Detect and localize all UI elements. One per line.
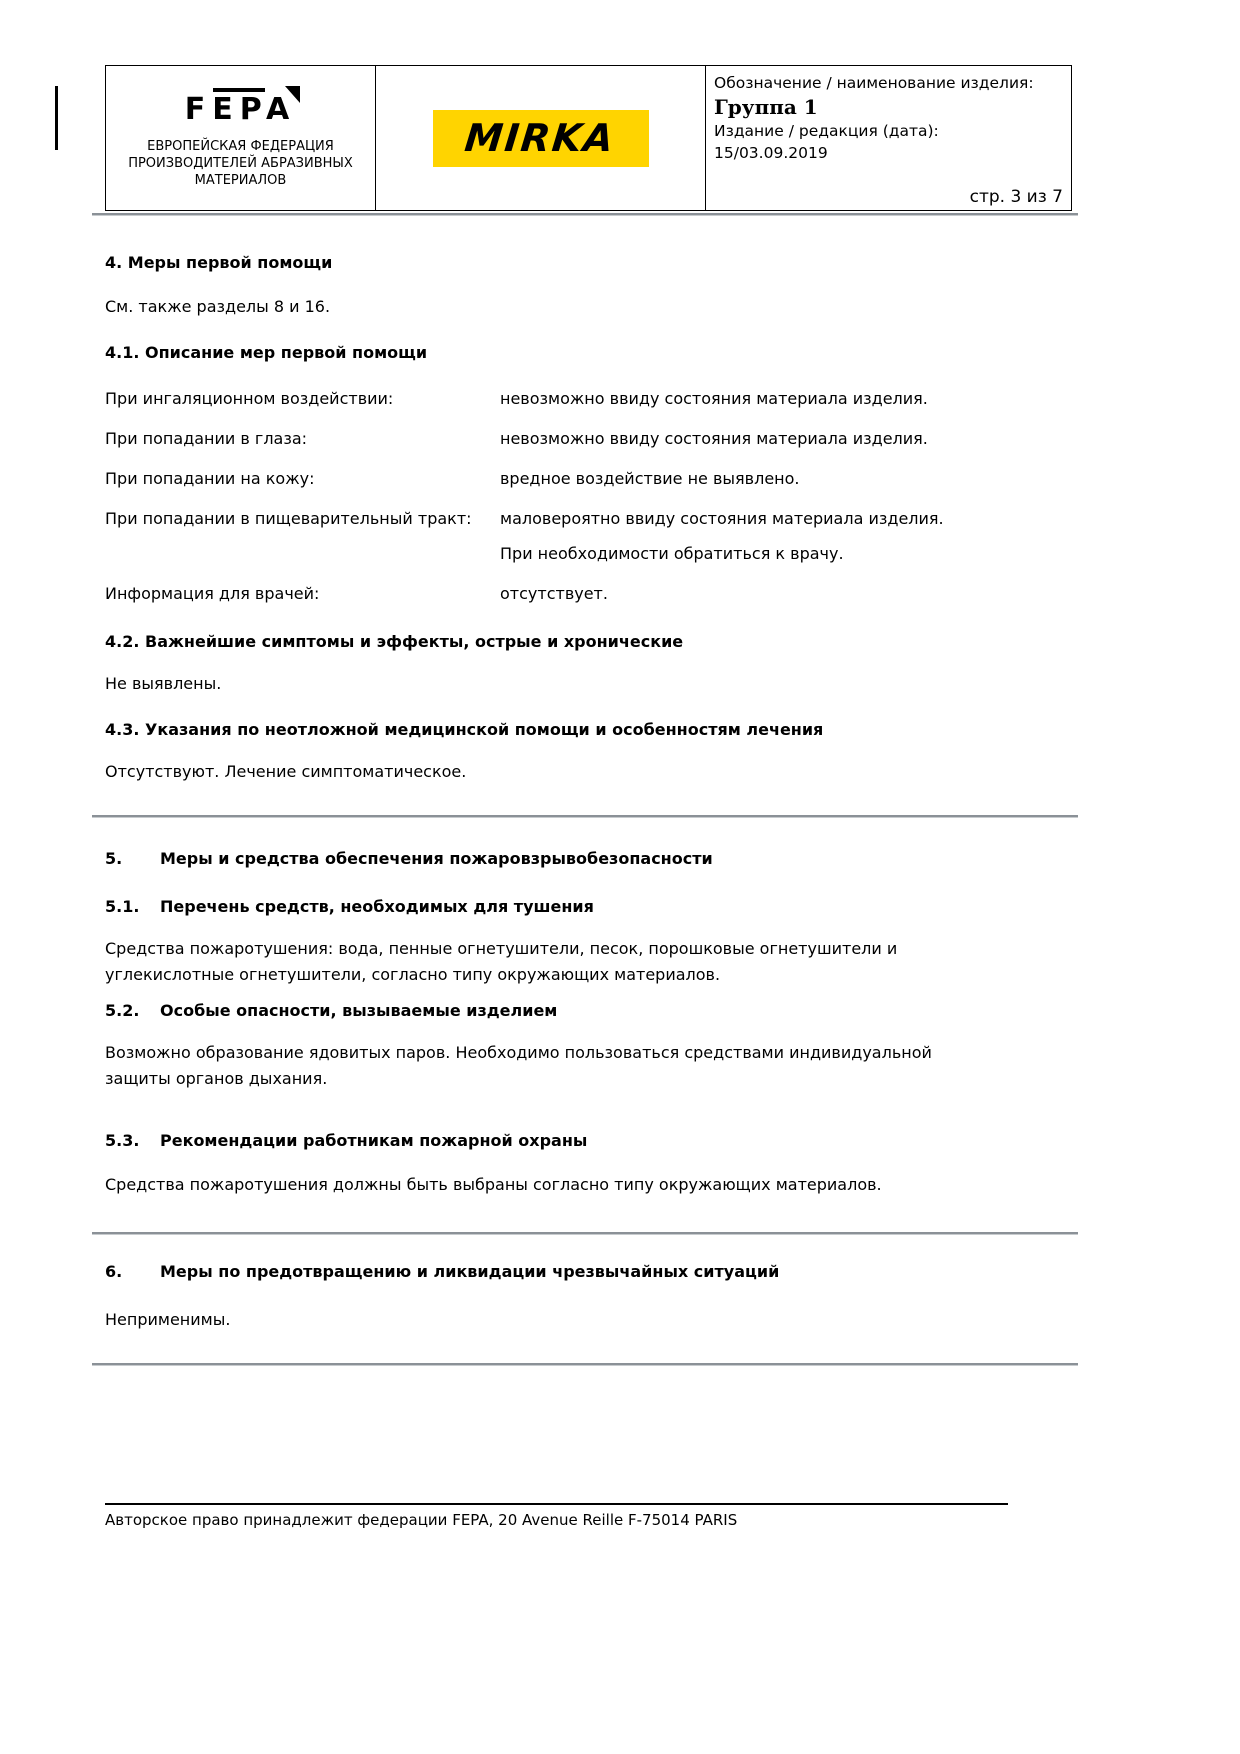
first-aid-row [105, 428, 1072, 450]
first-aid-row [105, 388, 1072, 410]
mirka-logo-text: MIRKA [463, 116, 618, 160]
first-aid-value [500, 508, 1072, 565]
revision-change-bar [55, 86, 58, 150]
edition-value: 15/03.09.2019 [714, 144, 828, 162]
section-divider [92, 1232, 1078, 1235]
section-number: 5. [105, 849, 123, 868]
first-aid-value-line: При необходимости обратиться к врачу. [500, 544, 844, 563]
section-4-2-text: Не выявлены. [105, 674, 222, 693]
section-number: 5.1. [105, 897, 140, 916]
section-number: 5.2. [105, 1001, 140, 1020]
fepa-logo [185, 88, 296, 126]
page-content [105, 65, 1072, 1366]
section-divider [92, 213, 1078, 216]
first-aid-value: невозможно ввиду состояния материала изделия. [500, 429, 928, 448]
section-divider [92, 815, 1078, 818]
section-6-title [105, 1261, 1072, 1283]
first-aid-value: вредное воздействие не выявлено. [500, 469, 800, 488]
fepa-block [106, 66, 376, 210]
product-info-block [706, 66, 1071, 210]
first-aid-row [105, 508, 1072, 565]
first-aid-label: При попадании в пищеварительный тракт: [105, 509, 472, 528]
page-footer [105, 1503, 1008, 1530]
first-aid-value: невозможно ввиду состояния материала изделия. [500, 389, 928, 408]
section-5-3-text: Средства пожаротушения должны быть выбраны согласно типу окружающих материалов. [105, 1175, 882, 1194]
section-5-2-text: Возможно образование ядовитых паров. Необходимо пользоваться средствами индивидуальной защиты органов дыхания. [105, 1043, 932, 1088]
section-4-1-title: 4.1. Описание мер первой помощи [105, 343, 428, 362]
designation-value: Группа 1 [714, 95, 818, 119]
section-5-1-title [105, 896, 1072, 918]
section-4-2-title: 4.2. Важнейшие симптомы и эффекты, острые и хронические [105, 632, 684, 651]
first-aid-label: При попадании в глаза: [105, 429, 308, 448]
section-6-text: Неприменимы. [105, 1310, 231, 1329]
first-aid-label: Информация для врачей: [105, 584, 320, 603]
first-aid-row [105, 583, 1072, 605]
first-aid-value: отсутствует. [500, 584, 608, 603]
see-also-note: См. также разделы 8 и 16. [105, 297, 331, 316]
section-5-3-title [105, 1130, 1072, 1152]
fepa-logo-text: FEPA [184, 91, 297, 127]
mirka-block [376, 66, 706, 210]
fepa-flag-icon [285, 86, 300, 103]
page-number: стр. 3 из 7 [969, 187, 1063, 207]
first-aid-table [105, 388, 1072, 605]
fepa-org-line: МАТЕРИАЛОВ [194, 172, 287, 188]
section-title-text: Перечень средств, необходимых для тушения [160, 897, 594, 916]
section-title-text: Рекомендации работникам пожарной охраны [160, 1131, 588, 1150]
section-5-1-text: Средства пожаротушения: вода, пенные огнетушители, песок, порошковые огнетушители и углекислотные огнетушители, согласно типу окружающих материалов. [105, 939, 898, 984]
copyright-text: Авторское право принадлежит федерации FEPA, 20 Avenue Reille F-75014 PARIS [105, 1511, 738, 1529]
first-aid-label: При попадании на кожу: [105, 469, 315, 488]
section-5-2-title [105, 1000, 1072, 1022]
section-5-title [105, 848, 1072, 870]
section-title-text: Меры по предотвращению и ликвидации чрезвычайных ситуаций [160, 1262, 780, 1281]
first-aid-label: При ингаляционном воздействии: [105, 389, 394, 408]
section-4-3-text: Отсутствуют. Лечение симптоматическое. [105, 762, 467, 781]
footer-divider [105, 1503, 1008, 1505]
section-4-title: 4. Меры первой помощи [105, 253, 333, 272]
section-number: 5.3. [105, 1131, 140, 1150]
first-aid-row [105, 468, 1072, 490]
designation-label: Обозначение / наименование изделия: [714, 74, 1034, 92]
section-number: 6. [105, 1262, 123, 1281]
section-divider [92, 1363, 1078, 1366]
section-title-text: Особые опасности, вызываемые изделием [160, 1001, 558, 1020]
page-header [105, 65, 1072, 211]
section-4-3-title: 4.3. Указания по неотложной медицинской помощи и особенностям лечения [105, 720, 824, 739]
fepa-org-line: ЕВРОПЕЙСКАЯ ФЕДЕРАЦИЯ [147, 138, 334, 154]
fepa-org-line: ПРОИЗВОДИТЕЛЕЙ АБРАЗИВНЫХ [128, 155, 353, 171]
mirka-logo [433, 110, 649, 167]
first-aid-value-line: маловероятно ввиду состояния материала изделия. [500, 509, 944, 528]
edition-label: Издание / редакция (дата): [714, 122, 939, 140]
section-title-text: Меры и средства обеспечения пожаровзрывобезопасности [160, 849, 713, 868]
fepa-organization-name [128, 138, 353, 189]
